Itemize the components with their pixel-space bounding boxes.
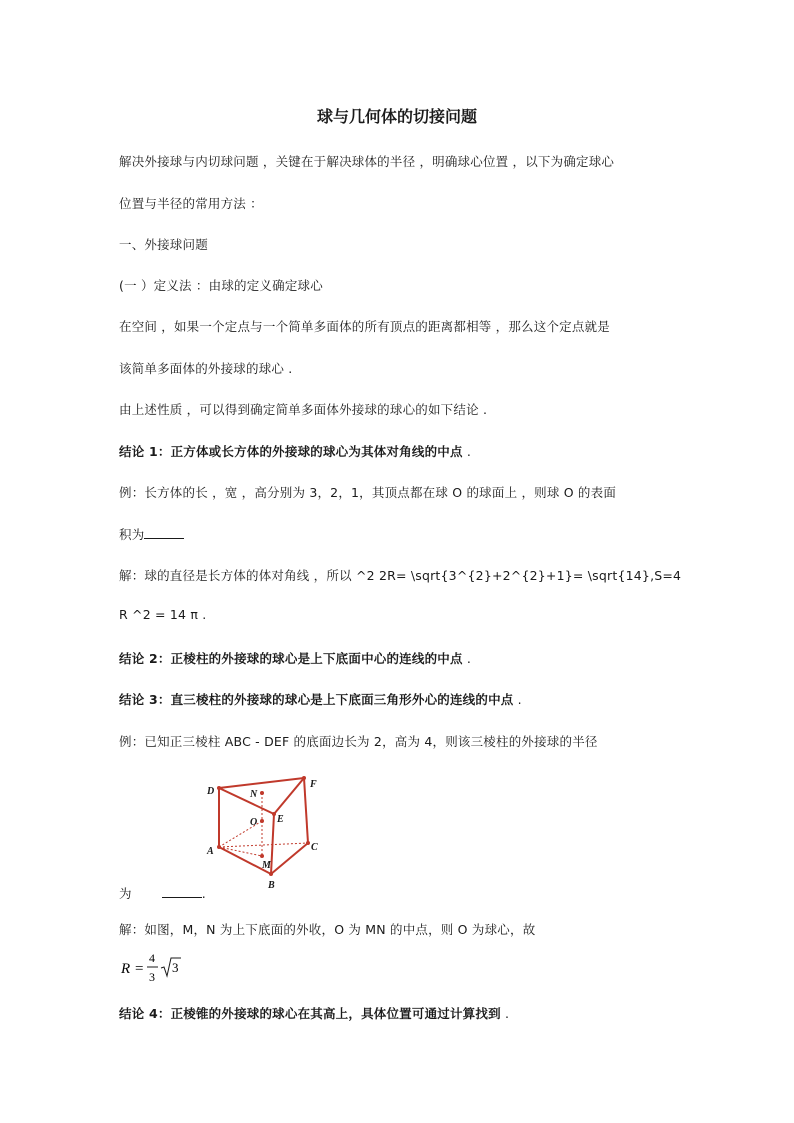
label-n: N [250, 789, 258, 800]
point-a [217, 845, 221, 849]
conclusion-4-label: 结论 4： [119, 1006, 171, 1021]
conclusion-4 [119, 1004, 509, 1022]
example-1-text: 积为 [119, 527, 145, 542]
conclusion-1-text: 正方体或长方体的外接球的球心为其体对角线的中点 [170, 444, 463, 459]
paragraph-definition-2: 该简单多面体的外接球的球心 . [119, 361, 293, 376]
edge-df [219, 778, 304, 788]
label-e: E [277, 814, 284, 825]
solution-1-line-2: R ^2 = 14 π . [119, 607, 207, 622]
conclusion-3-label: 结论 3： [119, 692, 171, 707]
label-c: C [311, 842, 318, 853]
example-2-text: 为 [119, 886, 132, 901]
hidden-edge-ac [219, 843, 308, 847]
point-e [272, 812, 276, 816]
label-a: A [207, 846, 214, 857]
conclusion-4-text: 正棱锥的外接球的球心在其高上，具体位置可通过计算找到 [170, 1006, 501, 1021]
label-f: F [310, 779, 317, 790]
point-b [269, 872, 273, 876]
conclusion-1-label: 结论 1： [119, 444, 171, 459]
answer-blank [144, 526, 184, 539]
point-m [260, 854, 264, 858]
page-title: 球与几何体的切接问题 [316, 107, 477, 126]
edge-cf [304, 778, 308, 843]
conclusion-3-text: 直三棱柱的外接球的球心是上下底面三角形外心的连线的中点 [170, 692, 514, 707]
label-b: B [268, 880, 275, 891]
conclusion-1 [119, 442, 471, 460]
subsection-heading: (一 ）定义法 ：由球的定义确定球心 [119, 278, 323, 293]
paragraph-intro-2: 位置与半径的常用方法 ： [119, 196, 263, 211]
label-o: O [250, 817, 258, 828]
section-heading: 一、外接球问题 [119, 237, 208, 252]
conclusion-2-text: 正棱柱的外接球的球心是上下底面中心的连线的中点 [170, 651, 463, 666]
formula-equals: = [135, 961, 144, 977]
conclusion-3-end: . [513, 692, 522, 707]
conclusion-4-end: . [500, 1006, 510, 1021]
formula-numerator: 4 [149, 951, 155, 965]
formula-radicand: 3 [172, 960, 179, 975]
edge-ef [274, 778, 304, 814]
label-d: D [207, 786, 215, 797]
solution-1-line-1: 解：球的直径是长方体的体对角线 ，所以 ^2 2R= \sqrt{3^{2}+2^{2}+1}= \sqrt{14},S=4 [119, 568, 682, 583]
point-c [306, 841, 310, 845]
point-f [302, 776, 306, 780]
segment-am [219, 847, 262, 856]
edge-bc [271, 843, 308, 874]
conclusion-2 [119, 649, 471, 667]
conclusion-3 [119, 690, 522, 708]
point-d [217, 786, 221, 790]
paragraph-intro-1: 解决外接球与内切球问题 ，关键在于解决球体的半径 ，明确球心位置 ，以下为确定球心 [119, 154, 615, 169]
prism-figure [204, 770, 334, 895]
example-2-line-2: 为 . [119, 886, 206, 901]
answer-blank-2 [162, 885, 202, 898]
paragraph-property: 由上述性质 ，可以得到确定简单多面体外接球的球心的如下结论 . [119, 402, 488, 417]
paragraph-definition-1: 在空间 ，如果一个定点与一个简单多面体的所有顶点的距离都相等 ，那么这个定点就是 [119, 319, 610, 334]
formula-denominator: 3 [149, 970, 155, 984]
solution-2: 解：如图，M，N 为上下底面的外收，O 为 MN 的中点，则 O 为球心，故 [119, 922, 536, 937]
example-1-line-2 [119, 525, 184, 543]
label-m: M [262, 860, 271, 871]
edge-de [219, 788, 274, 814]
example-1-line-1: 例：长方体的长 ，宽 ，高分别为 3，2，1，其顶点都在球 O 的球面上 ，则球 O 的表面 [119, 485, 617, 500]
conclusion-2-label: 结论 2： [119, 651, 171, 666]
conclusion-1-end: . [462, 444, 472, 459]
point-n [260, 791, 264, 795]
radius-formula [119, 948, 189, 990]
formula-lhs: R [121, 961, 131, 977]
conclusion-2-end: . [462, 651, 472, 666]
edge-be [271, 814, 274, 874]
example-2-line-1: 例：已知正三棱柱 ABC - DEF 的底面边长为 2，高为 4，则该三棱柱的外接球的半径 [119, 734, 598, 749]
point-o [260, 819, 264, 823]
